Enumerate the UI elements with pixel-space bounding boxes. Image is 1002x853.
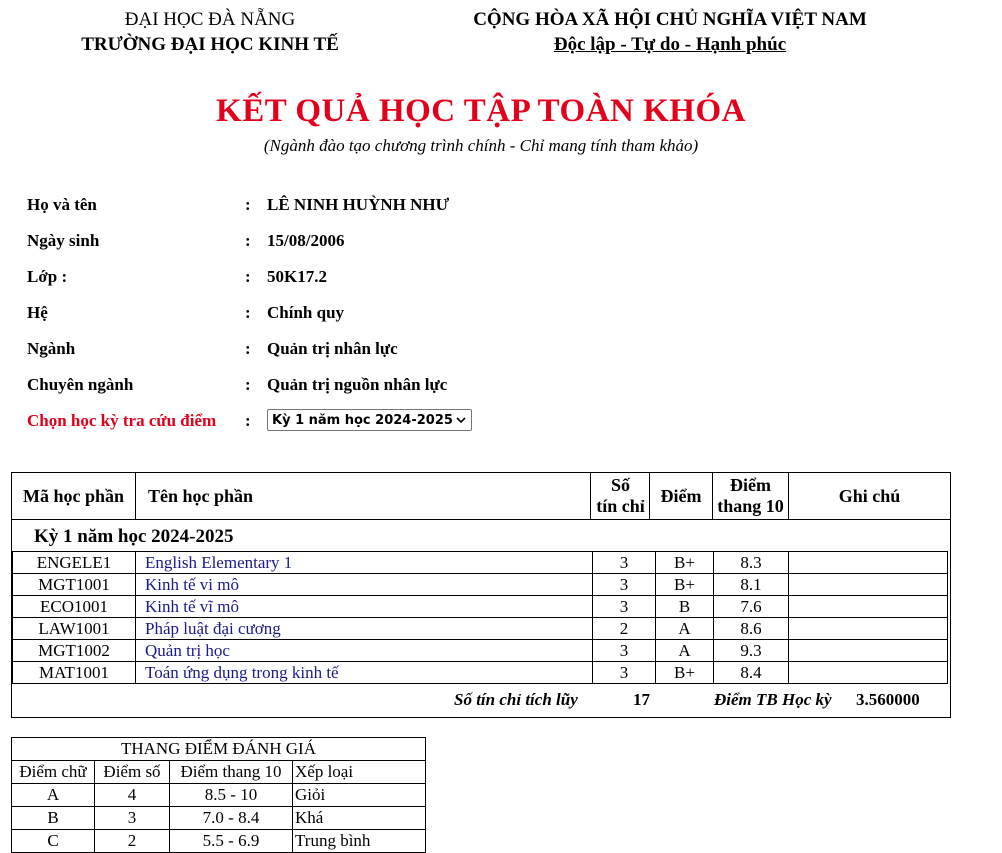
course-credits: 3	[593, 574, 656, 595]
course-code: MGT1002	[13, 640, 136, 661]
course-grade: A	[656, 640, 714, 661]
course-credits: 3	[593, 552, 656, 573]
student-name: LÊ NINH HUỲNH NHƯ	[267, 195, 450, 214]
course-grade: B+	[656, 574, 714, 595]
course-score10: 7.6	[714, 596, 789, 617]
course-note	[789, 640, 947, 661]
header-code: Mã học phần	[12, 473, 136, 519]
student-system: Chính quy	[267, 303, 345, 322]
page-subtitle: (Ngành đào tạo chương trình chính - Chỉ mang tính tham khảo)	[263, 136, 699, 155]
course-score10: 8.4	[714, 662, 789, 683]
info-colon: :	[245, 267, 251, 286]
gpa-value: 3.560000	[856, 690, 920, 709]
scale-range: 5.5 - 6.9	[170, 830, 293, 853]
course-credits: 3	[593, 596, 656, 617]
course-credits: 2	[593, 618, 656, 639]
course-name: Quản trị học	[136, 640, 593, 661]
course-code: ENGELE1	[13, 552, 136, 573]
semester-select-label: Chọn học kỳ tra cứu điểm	[27, 411, 217, 430]
scale-header: Xếp loại	[293, 761, 426, 784]
course-note	[789, 596, 947, 617]
course-note	[789, 662, 947, 683]
header-credits-line2: tín chỉ	[596, 496, 645, 516]
course-note	[789, 618, 947, 639]
table-row	[13, 552, 947, 574]
gpa-label: Điểm TB Học kỳ	[714, 690, 832, 709]
page-title: KẾT QUẢ HỌC TẬP TOÀN KHÓA	[216, 93, 746, 129]
info-colon: :	[245, 375, 251, 394]
credits-total-value: 17	[633, 690, 650, 709]
course-score10: 8.3	[714, 552, 789, 573]
header-credits-line1: Số	[610, 475, 630, 495]
table-row	[13, 618, 947, 640]
scale-header: Điểm chữ	[12, 761, 95, 784]
semester-select[interactable]	[267, 409, 472, 431]
scale-range: 7.0 - 8.4	[170, 807, 293, 830]
course-credits: 3	[593, 640, 656, 661]
course-name: Pháp luật đại cương	[136, 618, 593, 639]
info-label: Chuyên ngành	[27, 375, 134, 394]
course-name: English Elementary 1	[136, 552, 593, 573]
info-colon: :	[245, 303, 251, 322]
student-major: Quản trị nhân lực	[267, 339, 398, 358]
scale-number: 3	[95, 807, 170, 830]
student-class: 50K17.2	[267, 267, 327, 286]
student-specialization: Quản trị nguồn nhân lực	[267, 375, 448, 394]
scale-row	[12, 784, 426, 807]
course-grade: B+	[656, 662, 714, 683]
header-grade: Điểm	[650, 473, 713, 519]
course-code: ECO1001	[13, 596, 136, 617]
table-row	[13, 596, 947, 618]
school-name: TRƯỜNG ĐẠI HỌC KINH TẾ	[81, 34, 339, 55]
scale-header: Điểm thang 10	[170, 761, 293, 784]
info-label: Hệ	[27, 303, 48, 322]
table-row	[13, 662, 947, 683]
grades-table-header	[12, 473, 950, 520]
grades-rows	[12, 551, 948, 684]
course-grade: A	[656, 618, 714, 639]
info-label: Ngày sinh	[27, 231, 100, 250]
header-left	[60, 8, 360, 58]
course-credits: 3	[593, 662, 656, 683]
republic-name: CỘNG HÒA XÃ HỘI CHỦ NGHĨA VIỆT NAM	[473, 9, 867, 30]
credits-total-label: Số tín chỉ tích lũy	[454, 690, 578, 709]
header-right	[440, 8, 900, 58]
course-name: Toán ứng dụng trong kinh tế	[136, 662, 593, 683]
scale-range: 8.5 - 10	[170, 784, 293, 807]
scale-number: 4	[95, 784, 170, 807]
header-note: Ghi chú	[838, 485, 901, 506]
table-row	[13, 640, 947, 662]
scale-number: 2	[95, 830, 170, 853]
info-colon: :	[245, 231, 251, 250]
chevron-down-icon	[455, 414, 467, 426]
course-note	[789, 552, 947, 573]
national-motto: Độc lập - Tự do - Hạnh phúc	[553, 34, 787, 55]
header-credits	[592, 473, 650, 519]
info-label: Lớp :	[27, 267, 68, 286]
grading-scale-title: THANG ĐIỂM ĐÁNH GIÁ	[12, 738, 426, 761]
course-grade: B	[656, 596, 714, 617]
scale-rank: Giỏi	[293, 784, 426, 807]
header-score10-line2: thang 10	[717, 496, 784, 516]
scale-letter: B	[12, 807, 95, 830]
header-score10-line1: Điểm	[730, 475, 771, 495]
table-row	[13, 574, 947, 596]
course-score10: 8.1	[714, 574, 789, 595]
scale-header: Điểm số	[95, 761, 170, 784]
info-label: Ngành	[27, 339, 76, 358]
course-code: MAT1001	[13, 662, 136, 683]
course-code: MGT1001	[13, 574, 136, 595]
course-name: Kinh tế vi mô	[136, 574, 593, 595]
info-colon: :	[245, 411, 251, 430]
scale-rank: Trung bình	[293, 830, 426, 853]
scale-letter: C	[12, 830, 95, 853]
course-name: Kinh tế vĩ mô	[136, 596, 593, 617]
scale-row	[12, 807, 426, 830]
grading-scale-table	[11, 737, 426, 853]
info-colon: :	[245, 339, 251, 358]
header-score10	[713, 473, 789, 519]
info-label: Họ và tên	[27, 195, 97, 214]
course-score10: 8.6	[714, 618, 789, 639]
header-name: Tên học phần	[136, 473, 591, 519]
course-grade: B+	[656, 552, 714, 573]
student-dob: 15/08/2006	[267, 231, 345, 250]
university-name: ĐẠI HỌC ĐÀ NẴNG	[124, 9, 296, 30]
info-colon: :	[245, 195, 251, 214]
scale-letter: A	[12, 784, 95, 807]
scale-row	[12, 830, 426, 853]
course-score10: 9.3	[714, 640, 789, 661]
semester-heading: Kỳ 1 năm học 2024-2025	[34, 526, 234, 547]
scale-rank: Khá	[293, 807, 426, 830]
course-note	[789, 574, 947, 595]
semester-select-value: Kỳ 1 năm học 2024-2025	[272, 412, 453, 428]
course-code: LAW1001	[13, 618, 136, 639]
grades-table	[11, 472, 951, 718]
